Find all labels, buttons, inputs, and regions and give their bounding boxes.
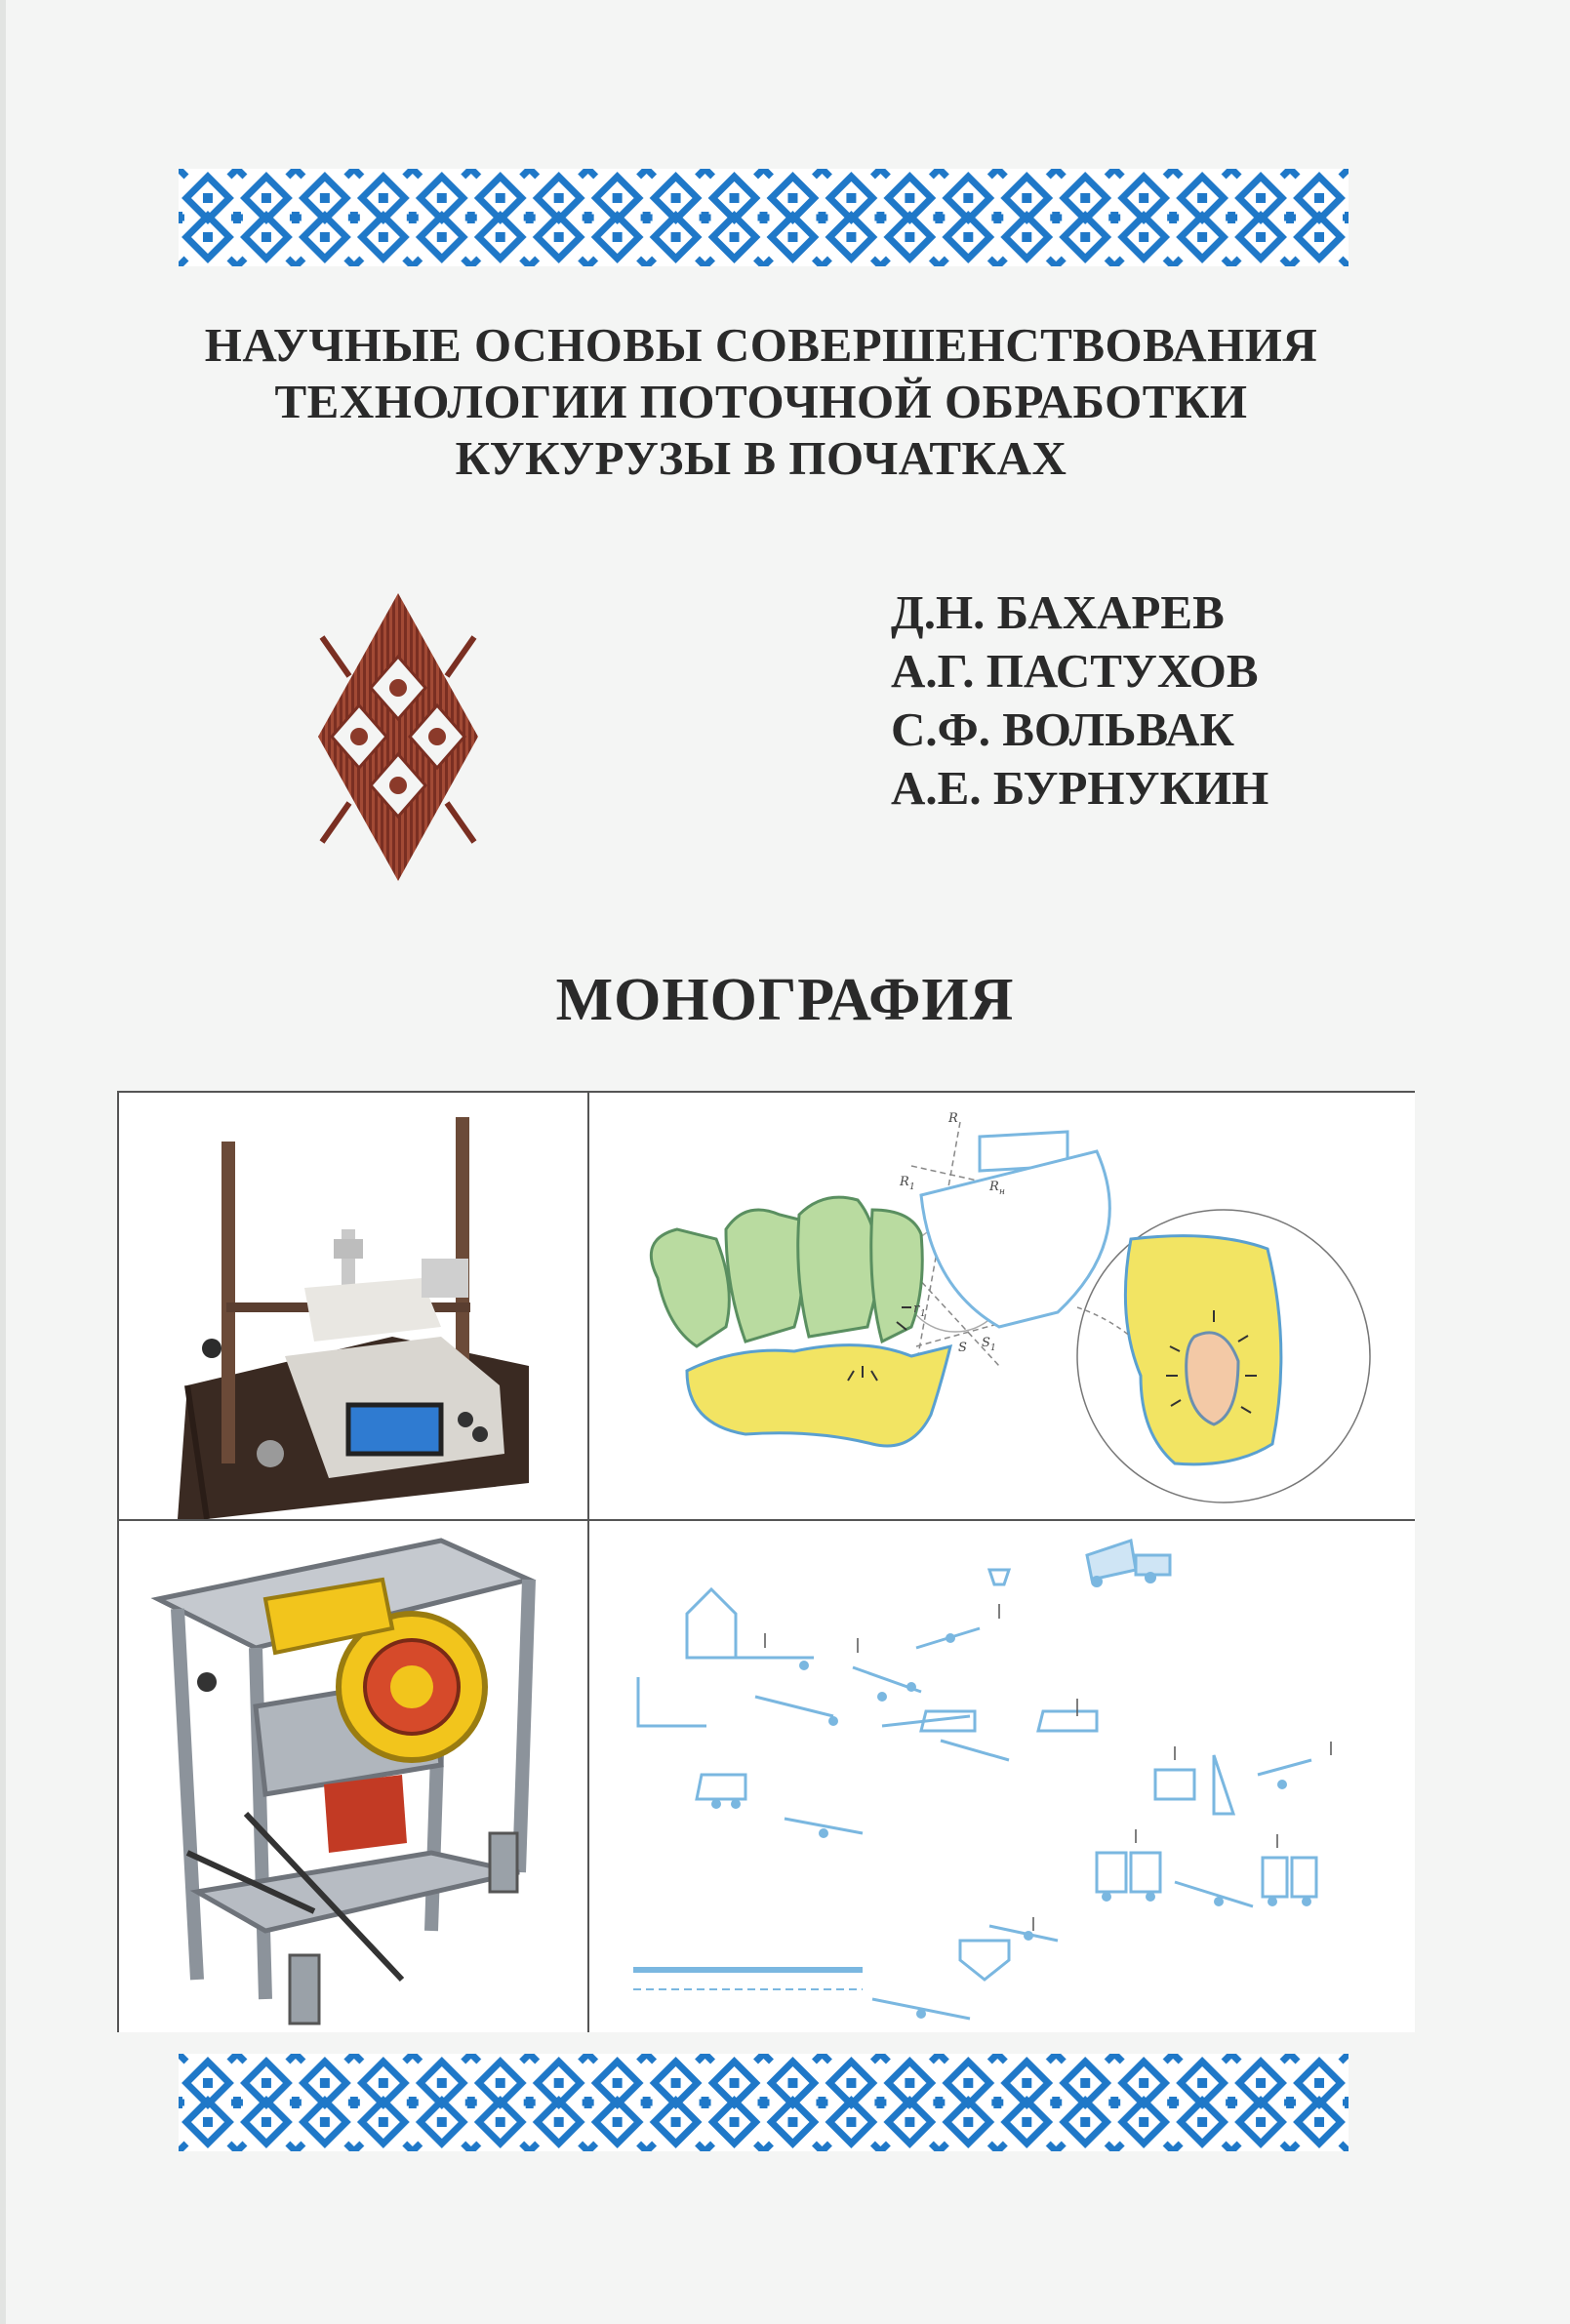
label-r2-sub: 1 xyxy=(920,1309,926,1319)
author-4: А.Е. БУРНУКИН xyxy=(891,761,1269,815)
book-title xyxy=(98,317,1425,487)
ornament-band-top xyxy=(179,169,1349,266)
author-2: А.Г. ПАСТУХОВ xyxy=(891,644,1259,698)
cob-cutting-diagram xyxy=(589,1093,1415,1519)
lab-device-photo xyxy=(119,1093,587,1519)
title-line-2: ТЕХНОЛОГИИ ПОТОЧНОЙ ОБРАБОТКИ xyxy=(274,375,1248,428)
genre-label: МОНОГРАФИЯ xyxy=(555,967,1015,1033)
label-r1-sub: 1 xyxy=(909,1182,915,1192)
label-rn-sub: н xyxy=(999,1187,1005,1197)
emblem-icon xyxy=(310,588,486,886)
label-rn: R xyxy=(989,1180,999,1194)
process-line-schematic xyxy=(589,1521,1415,2032)
label-r: R xyxy=(948,1111,958,1126)
label-s1: S xyxy=(982,1336,990,1350)
title-line-3: КУКУРУЗЫ В ПОЧАТКАХ xyxy=(455,431,1067,485)
machine-photo xyxy=(119,1521,587,2032)
label-r1: R xyxy=(900,1175,909,1189)
figure-grid xyxy=(117,1091,1415,2032)
authors-list xyxy=(891,583,1268,818)
label-s: S xyxy=(958,1341,967,1355)
ornament-band-bottom xyxy=(179,2054,1349,2151)
label-s1-sub: 1 xyxy=(990,1343,996,1353)
label-r2: r xyxy=(913,1302,920,1316)
author-3: С.Ф. ВОЛЬВАК xyxy=(891,702,1234,756)
author-1: Д.Н. БАХАРЕВ xyxy=(891,585,1225,639)
title-line-1: НАУЧНЫЕ ОСНОВЫ СОВЕРШЕНСТВОВАНИЯ xyxy=(204,318,1318,372)
